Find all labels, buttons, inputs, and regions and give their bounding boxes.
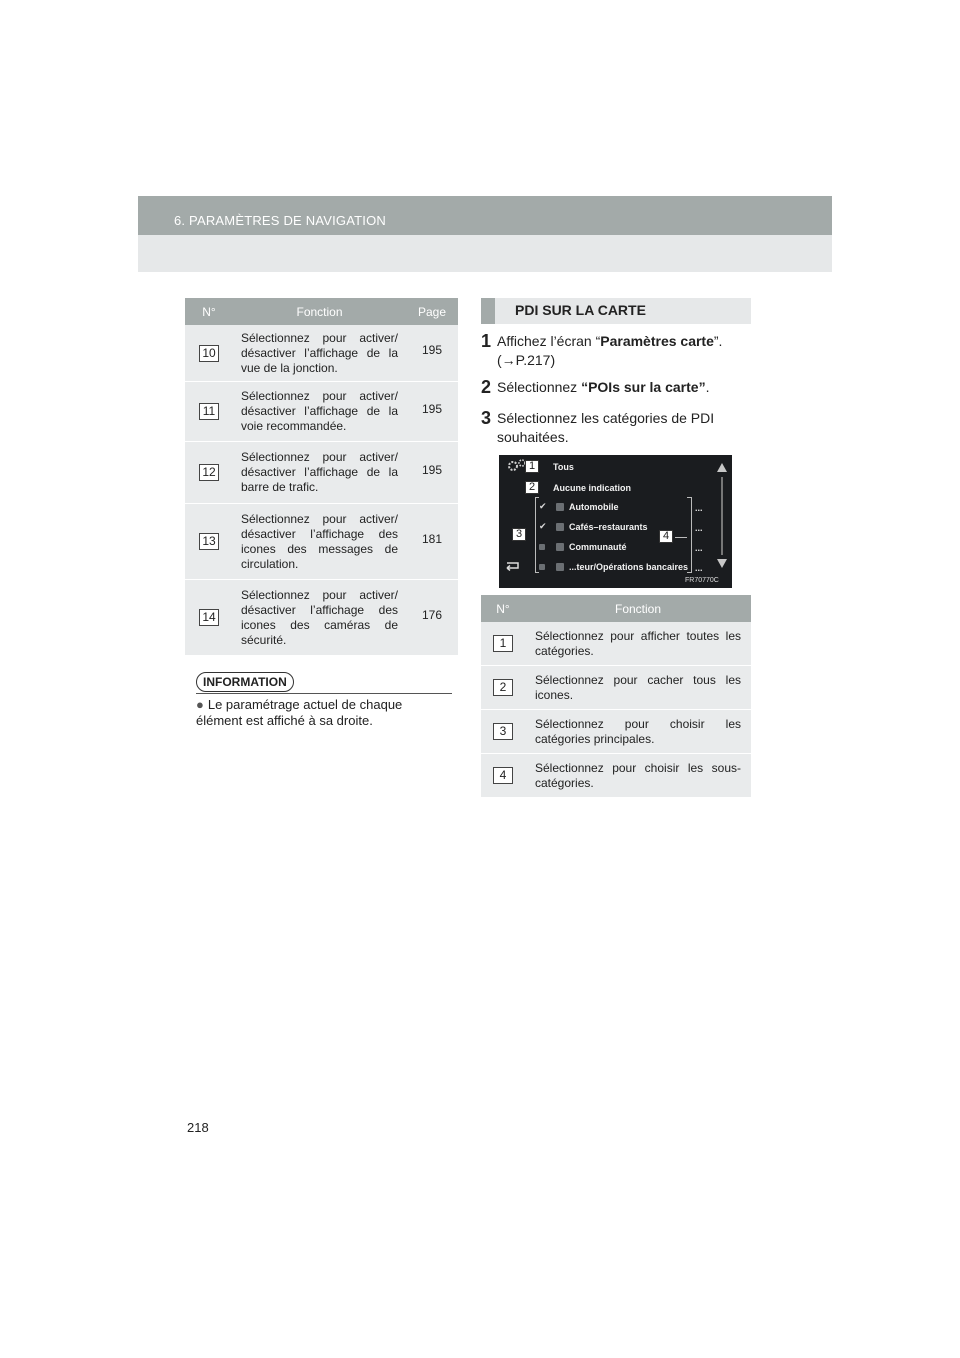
row-function-text: Sélectionnez pour activer/ désactiver l’affichage des icones des messages de circulation.	[241, 511, 398, 571]
row-function-text: Sélectionnez pour afficher toutes les catégories.	[535, 628, 741, 658]
step-number: 2	[481, 377, 492, 397]
row-number-box: 13	[199, 533, 219, 550]
unchecked-icon	[539, 564, 545, 570]
category-icon	[556, 543, 564, 551]
step-text: Affichez l’écran “	[497, 333, 601, 349]
step-reference: (→P.217)	[497, 352, 556, 368]
category-icon	[556, 563, 564, 571]
row-number-box: 14	[199, 609, 219, 626]
row-number-box: 11	[199, 403, 219, 420]
category-icon	[556, 503, 564, 511]
table-row	[481, 622, 751, 666]
screen-item-automobile[interactable]: Automobile	[569, 502, 619, 512]
function-table-left	[185, 298, 458, 656]
figure-code: FR70770C	[685, 577, 719, 584]
step-bold-text: Paramètres carte	[600, 333, 714, 349]
row-function-text: Sélectionnez pour choisir les sous-catégories.	[535, 760, 741, 790]
step-2	[481, 378, 751, 397]
header-bar	[138, 196, 832, 235]
category-icon	[556, 523, 564, 531]
screen-item-communaute[interactable]: Communauté	[569, 542, 627, 552]
table-row	[185, 325, 458, 382]
bullet-icon: ●	[196, 697, 204, 712]
row-function-text: Sélectionnez pour activer/ désactiver l’affichage de la barre de trafic.	[241, 450, 398, 494]
row-number-box: 12	[199, 464, 219, 481]
table-row	[481, 754, 751, 798]
callout-1: 1	[525, 460, 539, 473]
section-title: 6. PARAMÈTRES DE NAVIGATION	[174, 213, 386, 228]
table-row	[185, 580, 458, 656]
row-page-ref: 176	[421, 607, 443, 622]
step-text-end: .	[705, 379, 710, 395]
row-number-box: 4	[493, 767, 513, 784]
section-heading-title: PDI SUR LA CARTE	[515, 302, 646, 318]
left-bracket	[535, 497, 539, 573]
row-page-ref: 195	[421, 343, 443, 357]
row-function-text: Sélectionnez pour activer/ désactiver l’affichage des icones des caméras de sécurité.	[241, 587, 398, 647]
section-heading	[481, 298, 751, 324]
information-text	[196, 697, 452, 729]
step-number: 1	[481, 331, 492, 351]
information-badge: INFORMATION	[196, 672, 294, 692]
row-page-ref: 195	[421, 401, 443, 416]
callout-line	[675, 537, 687, 538]
col-header-function: Fonction	[614, 601, 662, 616]
table-header	[481, 595, 751, 622]
step-text: Sélectionnez les catégories de PDI	[497, 410, 715, 426]
row-function-text: Sélectionnez pour choisir les catégories principales.	[535, 716, 741, 746]
row-number-box: 10	[199, 345, 219, 362]
page-header	[138, 196, 832, 272]
row-function-text: Sélectionnez pour cacher tous les icones.	[535, 672, 741, 702]
table-row	[185, 504, 458, 580]
step-3	[481, 409, 751, 447]
check-icon: ✔	[539, 501, 547, 511]
screen-item-none[interactable]: Aucune indication	[553, 483, 632, 493]
step-text-continued: souhaitées.	[497, 429, 569, 445]
step-1	[481, 332, 751, 370]
screen-item-cafes[interactable]: Cafés–restaurants	[569, 522, 648, 532]
subcategory-dots[interactable]: ...	[695, 543, 703, 553]
screen-item-banques[interactable]: ...teur/Opérations bancaires	[569, 562, 689, 572]
table-row	[481, 710, 751, 754]
screen-item-all[interactable]: Tous	[553, 462, 574, 472]
subcategory-dots[interactable]: ...	[695, 503, 703, 513]
unchecked-icon	[539, 544, 545, 550]
subcategory-dots[interactable]: ...	[695, 523, 703, 533]
scrollbar-track[interactable]	[721, 477, 723, 555]
poi-screen-figure	[499, 455, 732, 588]
callout-3: 3	[512, 528, 526, 541]
step-text-end: ”.	[713, 333, 723, 349]
table-row	[185, 442, 458, 504]
row-number-box: 3	[493, 723, 513, 740]
information-body: Le paramétrage actuel de chaque élément est affiché à sa droite.	[196, 697, 403, 728]
row-function-text: Sélectionnez pour activer/ désactiver l’affichage de la voie recommandée.	[241, 389, 398, 433]
scroll-up-arrow-icon[interactable]	[717, 463, 727, 472]
row-function-text: Sélectionnez pour activer/ désactiver l’affichage de la vue de la jonction.	[241, 330, 398, 375]
step-number: 3	[481, 408, 492, 428]
col-header-number: N°	[202, 304, 216, 319]
row-page-ref: 181	[421, 531, 443, 546]
callout-2: 2	[525, 481, 539, 494]
row-number-box: 2	[493, 679, 513, 696]
information-divider	[196, 693, 452, 694]
callout-4: 4	[659, 530, 673, 543]
function-table-right	[481, 595, 751, 798]
right-bracket	[687, 497, 692, 573]
section-heading-bar	[481, 298, 495, 324]
step-bold-text: “POIs sur la carte”	[581, 379, 706, 395]
page-number: 218	[187, 1120, 209, 1135]
table-row	[185, 382, 458, 442]
row-page-ref: 195	[421, 462, 443, 477]
table-row	[481, 666, 751, 710]
check-icon: ✔	[539, 521, 547, 531]
scroll-down-arrow-icon[interactable]	[717, 559, 727, 568]
col-header-number: N°	[496, 601, 510, 616]
subcategory-dots[interactable]: ...	[695, 563, 703, 573]
back-arrow-icon[interactable]	[503, 559, 523, 571]
col-header-page: Page	[417, 304, 447, 319]
row-number-box: 1	[493, 635, 513, 652]
col-header-function: Fonction	[296, 304, 343, 319]
table-header	[185, 298, 458, 325]
step-text: Sélectionnez	[497, 379, 582, 395]
